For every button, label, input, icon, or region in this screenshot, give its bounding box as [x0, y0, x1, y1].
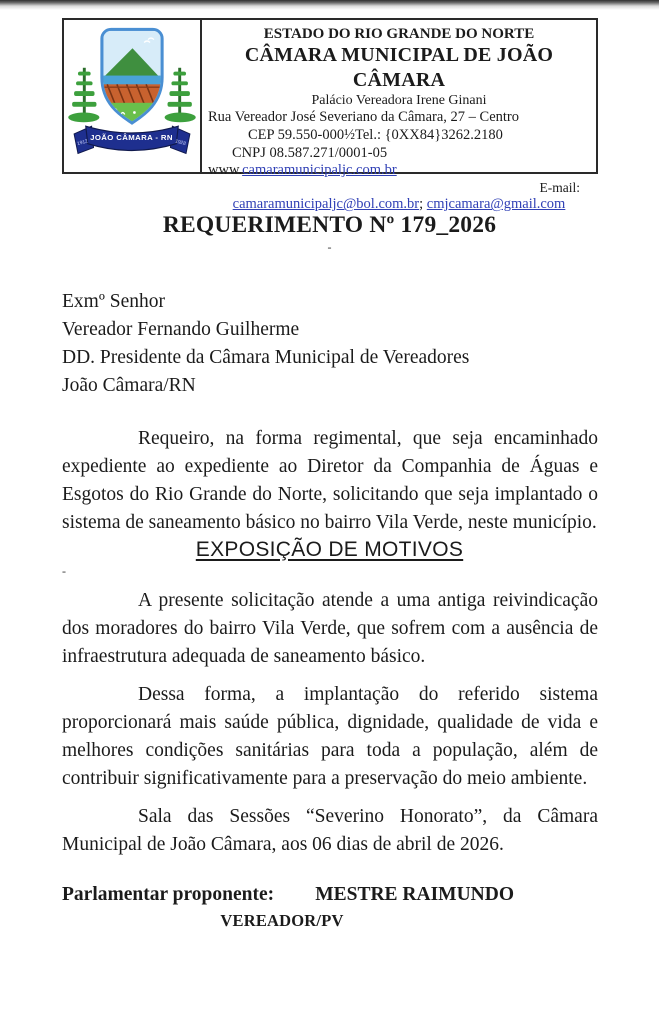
letterhead-address: Rua Vereador José Severiano da Câmara, 27 – Centro — [208, 109, 519, 126]
website-prefix: www. — [208, 162, 243, 179]
proponent-label: Parlamentar proponente: — [62, 884, 275, 905]
letterhead-cnpj: CNPJ 08.587.271/0001-05 — [232, 144, 388, 161]
photo-top-edge — [0, 0, 659, 10]
email-label: E-mail: — [539, 179, 580, 195]
municipal-coat-of-arms-icon — [66, 23, 198, 169]
shield-icon — [103, 31, 161, 126]
addressee-line-4: João Câmara/RN — [62, 375, 196, 396]
letterhead — [62, 18, 598, 213]
document-title: REQUERIMENTO Nº 179_2026 — [162, 212, 497, 238]
title-dash: - — [327, 240, 332, 254]
email-link-2[interactable]: cmjcamara@gmail.com — [426, 196, 566, 213]
letterhead-cep-tel: CEP 59.550-000½Tel.: {0XX84}3262.2180 — [248, 126, 503, 143]
banner-year-right: 1928 — [174, 139, 187, 148]
proponent-name: MESTRE RAIMUNDO — [315, 884, 514, 905]
closing-paragraph: Sala das Sessões “Severino Honorato”, da Câmara Municipal de João Câmara, aos 06 dias de abril de 2026. — [62, 806, 598, 855]
request-paragraph: Requeiro, na forma regimental, que seja encaminhado expediente ao expediente ao Diretor da Companhia de Águas e Esgotos do Rio Grande do Norte, solicitando que seja implantado o sistema de saneamento básico no bairro Vila Verde, neste município. — [62, 428, 598, 533]
letterhead-palace: Palácio Vereadora Irene Ginani — [311, 93, 487, 109]
addressee-line-2: Vereador Fernando Guilherme — [62, 319, 300, 340]
left-tree-icon — [68, 68, 99, 123]
ribbon-banner-icon — [74, 126, 190, 153]
email-link-1[interactable]: camaramunicipaljc@bol.com.br — [232, 196, 420, 213]
banner-text: JOÃO CÂMARA - RN — [90, 132, 173, 142]
addressee-block — [62, 288, 598, 400]
proponent-role: VEREADOR/PV — [220, 911, 344, 930]
letterhead-website — [208, 162, 590, 180]
margin-dash: - — [62, 564, 66, 578]
logo-cell — [64, 20, 202, 172]
letterhead-municipality: CÂMARA MUNICIPAL DE JOÃO CÂMARA — [244, 44, 554, 91]
banner-year-left: 1912 — [76, 139, 89, 148]
letterhead-info — [202, 20, 596, 213]
letterhead-state: ESTADO DO RIO GRANDE DO NORTE — [263, 26, 535, 42]
section-heading: EXPOSIÇÃO DE MOTIVOS — [195, 538, 464, 561]
right-tree-icon — [165, 68, 196, 123]
website-link[interactable]: camaramunicipaljc.com.br — [242, 162, 397, 179]
footer-proponent-line — [62, 882, 598, 908]
motives-paragraph-2: Dessa forma, a implantação do referido sistema proporcionará mais saúde pública, dignidade, qualidade de vida e melhores condições sanitárias para toda a população, além de contribuir significativamente para a preservação do meio ambiente. — [62, 684, 598, 789]
addressee-line-3: DD. Presidente da Câmara Municipal de Vereadores — [62, 347, 470, 368]
addressee-line-1: Exmº Senhor — [62, 291, 165, 312]
motives-paragraph-1: A presente solicitação atende a uma antiga reivindicação dos moradores do bairro Vila Verde, que sofrem com a ausência de infraestrutura adequada de saneamento básico. — [62, 590, 598, 667]
email-separator: ; — [419, 196, 427, 213]
